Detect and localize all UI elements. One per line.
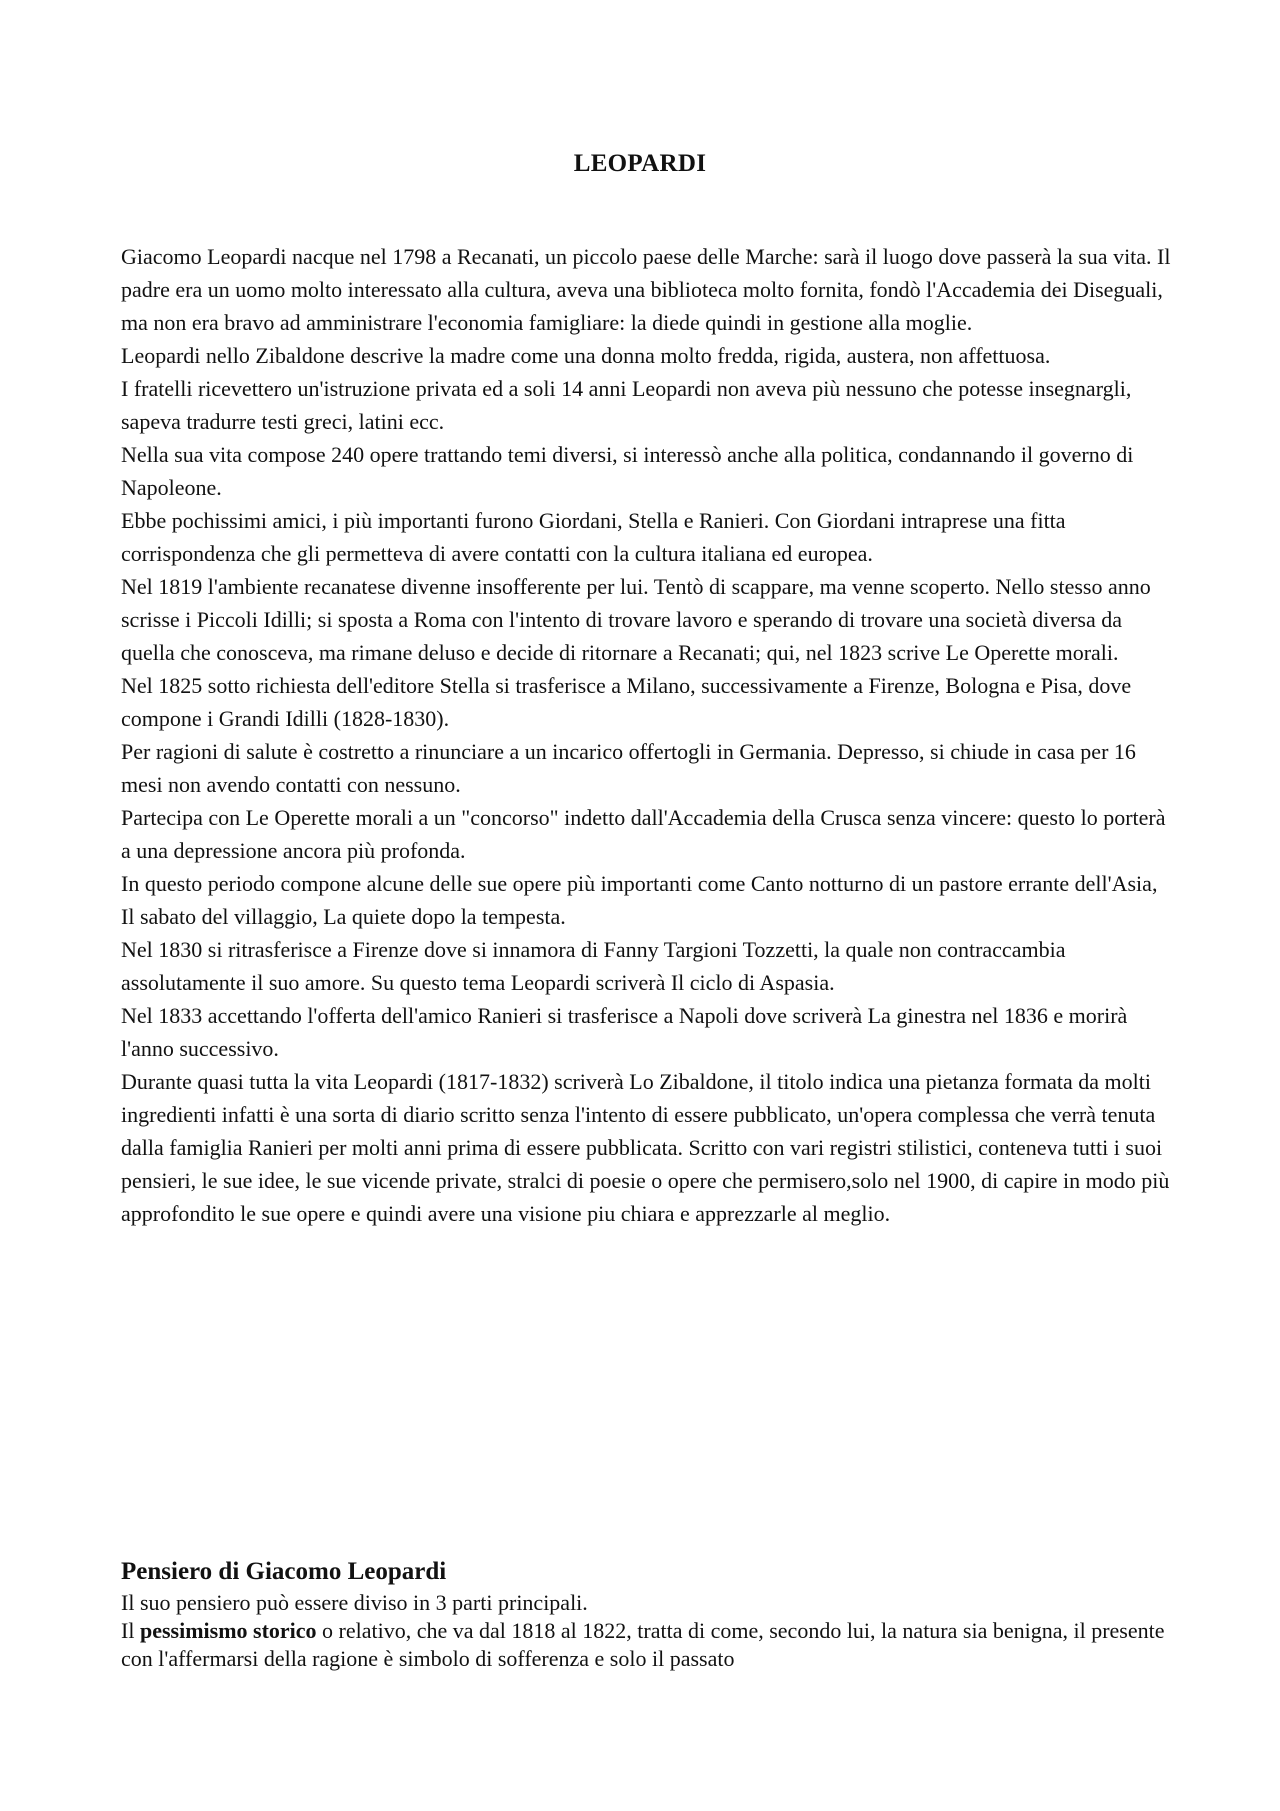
- section-paragraph-prefix: Il: [121, 1618, 140, 1643]
- section-heading: Pensiero di Giacomo Leopardi: [121, 1558, 447, 1585]
- paragraph-zibaldone: Durante quasi tutta la vita Leopardi (1817-1832) scriverà Lo Zibaldone, il titolo indica una pietanza formata da molti ingredienti infatti è una sorta di diario scritto senza l'intento di essere pubblicato, un'opera complessa che verrà tenuta dalla famiglia Ranieri per molti anni prima di essere pubblicata. Scritto con vari registri stilistici, conteneva tutti i suoi pensieri, le sue idee, le sue vicende private, stralci di poesie o opere che permisero,solo nel 1900, di capire in modo più approfondito le sue opere e quindi avere una visione piu chiara e apprezzarle al meglio.: [121, 1069, 1170, 1226]
- paragraph-birth: Giacomo Leopardi nacque nel 1798 a Recanati, un piccolo paese delle Marche: sarà il luogo dove passerà la sua vita. Il padre era un uomo molto interessato alla cultura, aveva una biblioteca molto fornita, fondò l'Accademia dei Diseguali, ma non era bravo ad amministrare l'economia famigliare: la diede quindi in gestione alla moglie.: [121, 244, 1171, 335]
- paragraph-1825: Nel 1825 sotto richiesta dell'editore Stella si trasferisce a Milano, successivamente a Firenze, Bologna e Pisa, dove compone i Grandi Idilli (1828-1830).: [121, 673, 1132, 731]
- paragraph-mother: Leopardi nello Zibaldone descrive la madre come una donna molto fredda, rigida, austera, non affettuosa.: [121, 343, 1051, 368]
- section-paragraph-rest: o relativo, che va dal 1818 al 1822, tratta di come, secondo lui, la natura sia benigna, il presente con l'affermarsi della ragione è simbolo di sofferenza e solo il passato: [121, 1618, 1165, 1671]
- paragraph-friends: Ebbe pochissimi amici, i più importanti furono Giordani, Stella e Ranieri. Con Giordani intraprese una fitta corrispondenza che gli permetteva di avere contatti con la cultura italiana ed europea.: [121, 508, 1066, 566]
- paragraph-health: Per ragioni di salute è costretto a rinunciare a un incarico offertogli in Germania. Depresso, si chiude in casa per 16 mesi non avendo contatti con nessuno.: [121, 739, 1136, 797]
- section-intro: Il suo pensiero può essere diviso in 3 parti principali.: [121, 1590, 588, 1615]
- pessimismo-storico-term: pessimismo storico: [139, 1618, 317, 1643]
- paragraph-canti: In questo periodo compone alcune delle sue opere più importanti come Canto notturno di un pastore errante dell'Asia, Il sabato del villaggio, La quiete dopo la tempesta.: [121, 871, 1158, 929]
- document-title: LEOPARDI: [573, 150, 707, 177]
- section-paragraph-pessimismo: [121, 1617, 1171, 1673]
- document-body: [121, 240, 1171, 1230]
- pensiero-section: [121, 1555, 1171, 1673]
- paragraph-education: I fratelli ricevettero un'istruzione privata ed a soli 14 anni Leopardi non aveva più nessuno che potesse insegnargli, sapeva tradurre testi greci, latini ecc.: [121, 376, 1132, 434]
- paragraph-1819: Nel 1819 l'ambiente recanatese divenne insofferente per lui. Tentò di scappare, ma venne scoperto. Nello stesso anno scrisse i Piccoli Idilli; si sposta a Roma con l'intento di trovare lavoro e sperando di trovare una società diversa da quella che conosceva, ma rimane deluso e decide di ritornare a Recanati; qui, nel 1823 scrive Le Operette morali.: [121, 574, 1151, 665]
- paragraph-1830: Nel 1830 si ritrasferisce a Firenze dove si innamora di Fanny Targioni Tozzetti, la quale non contraccambia assolutamente il suo amore. Su questo tema Leopardi scriverà Il ciclo di Aspasia.: [121, 937, 1066, 995]
- paragraph-works: Nella sua vita compose 240 opere trattando temi diversi, si interessò anche alla politica, condannando il governo di Napoleone.: [121, 442, 1134, 500]
- paragraph-crusca: Partecipa con Le Operette morali a un "concorso" indetto dall'Accademia della Crusca senza vincere: questo lo porterà a una depressione ancora più profonda.: [121, 805, 1166, 863]
- paragraph-1833: Nel 1833 accettando l'offerta dell'amico Ranieri si trasferisce a Napoli dove scriverà La ginestra nel 1836 e morirà l'anno successivo.: [121, 1003, 1128, 1061]
